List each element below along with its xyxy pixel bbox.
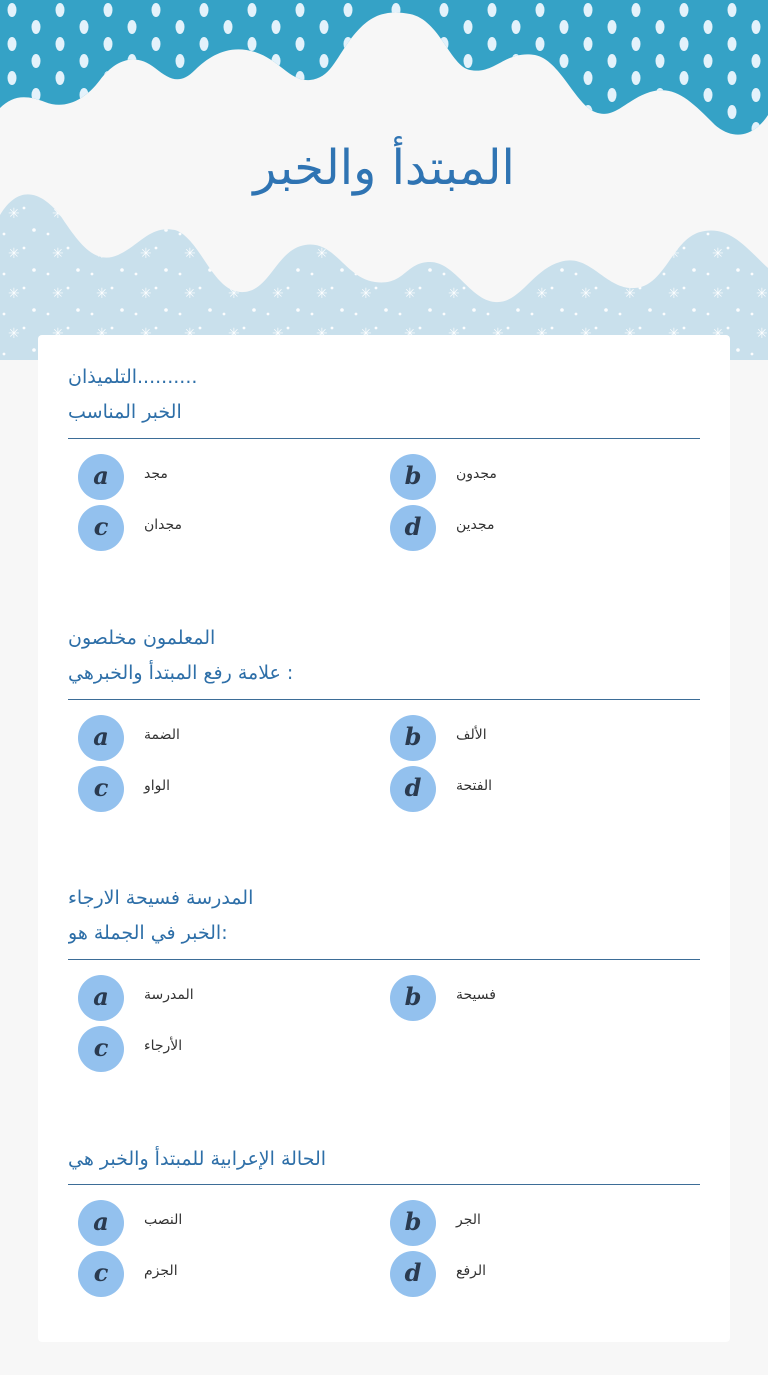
question-2-divider bbox=[68, 699, 700, 700]
option-letter-badge: c bbox=[78, 1026, 124, 1072]
question-4-option-a[interactable] bbox=[78, 1200, 378, 1246]
question-2-option-a[interactable] bbox=[78, 715, 378, 761]
option-label: الواو bbox=[144, 778, 171, 794]
question-1-option-d[interactable] bbox=[390, 505, 690, 551]
option-label: الضمة bbox=[144, 727, 180, 743]
question-2-option-c[interactable] bbox=[78, 766, 378, 812]
option-label: المدرسة bbox=[144, 987, 194, 1003]
option-label: النصب bbox=[144, 1212, 183, 1228]
option-letter-badge: c bbox=[78, 1251, 124, 1297]
option-label: الفتحة bbox=[456, 778, 493, 794]
question-4-option-c[interactable] bbox=[78, 1251, 378, 1297]
question-4-option-b[interactable] bbox=[390, 1200, 690, 1246]
question-2-line-2: علامة رفع المبتدأ والخبرهي : bbox=[68, 662, 294, 684]
option-label: الجر bbox=[456, 1212, 481, 1228]
question-4-divider bbox=[68, 1184, 700, 1185]
option-letter-badge: d bbox=[390, 766, 436, 812]
option-letter-badge: b bbox=[390, 975, 436, 1021]
option-label: مجدين bbox=[456, 517, 495, 533]
question-3-option-c[interactable] bbox=[78, 1026, 378, 1072]
option-label: الرفع bbox=[456, 1263, 487, 1279]
question-3-divider bbox=[68, 959, 700, 960]
page-title: المبتدأ والخبر bbox=[253, 140, 515, 196]
option-letter-badge: a bbox=[78, 1200, 124, 1246]
quiz-card bbox=[38, 335, 730, 1342]
option-label: مجدون bbox=[456, 466, 497, 482]
question-2-line-1: المعلمون مخلصون bbox=[68, 627, 216, 649]
option-letter-badge: a bbox=[78, 715, 124, 761]
question-3-option-b[interactable] bbox=[390, 975, 690, 1021]
option-letter-badge: b bbox=[390, 715, 436, 761]
option-label: الألف bbox=[456, 727, 487, 743]
option-letter-badge: d bbox=[390, 1251, 436, 1297]
question-1-line-1: التلميذان.......... bbox=[68, 366, 198, 388]
header-banner bbox=[0, 0, 768, 360]
question-3-line-2: الخبر في الجملة هو: bbox=[68, 922, 228, 944]
option-label: مجد bbox=[144, 466, 168, 482]
question-3-option-a[interactable] bbox=[78, 975, 378, 1021]
option-label: الجزم bbox=[144, 1263, 178, 1279]
option-label: الأرجاء bbox=[144, 1038, 183, 1054]
option-letter-badge: c bbox=[78, 766, 124, 812]
option-letter-badge: c bbox=[78, 505, 124, 551]
option-letter-badge: d bbox=[390, 505, 436, 551]
option-letter-badge: b bbox=[390, 454, 436, 500]
question-2-option-d[interactable] bbox=[390, 766, 690, 812]
question-4-line-1: الحالة الإعرابية للمبتدأ والخبر هي bbox=[68, 1148, 327, 1170]
option-label: فسيحة bbox=[456, 987, 496, 1003]
option-label: مجدان bbox=[144, 517, 183, 533]
question-1-line-2: الخبر المناسب bbox=[68, 401, 182, 423]
option-letter-badge: a bbox=[78, 454, 124, 500]
question-2-option-b[interactable] bbox=[390, 715, 690, 761]
question-1-divider bbox=[68, 438, 700, 439]
option-letter-badge: a bbox=[78, 975, 124, 1021]
option-letter-badge: b bbox=[390, 1200, 436, 1246]
question-1-option-b[interactable] bbox=[390, 454, 690, 500]
question-1-option-c[interactable] bbox=[78, 505, 378, 551]
question-3-line-1: المدرسة فسيحة الارجاء bbox=[68, 887, 254, 909]
question-4-option-d[interactable] bbox=[390, 1251, 690, 1297]
question-1-option-a[interactable] bbox=[78, 454, 378, 500]
